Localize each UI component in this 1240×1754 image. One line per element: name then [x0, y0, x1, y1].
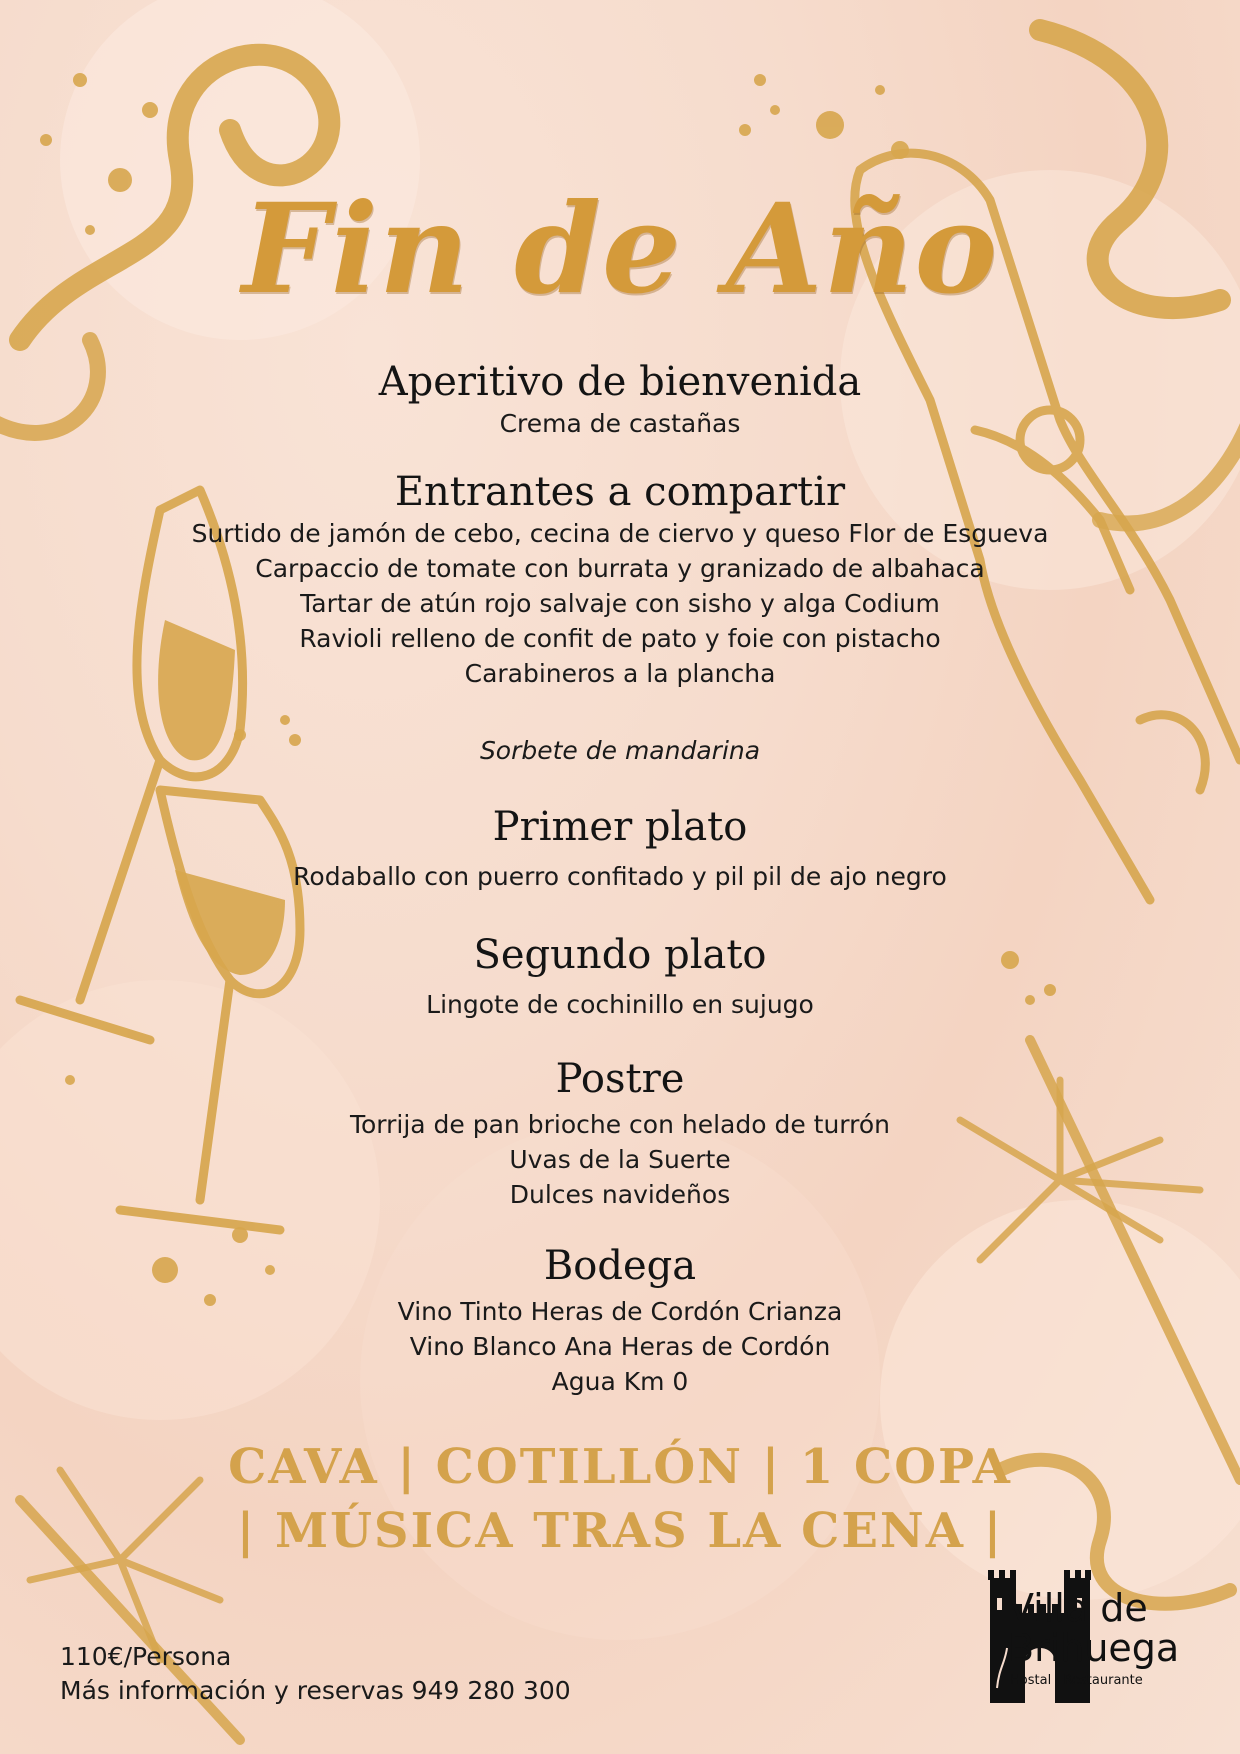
menu-item: Dulces navideños [509, 1180, 731, 1209]
menu-item: Vino Tinto Heras de Cordón Crianza [397, 1297, 843, 1326]
menu-item: Carpaccio de tomate con burrata y granizado de albahaca [255, 554, 985, 583]
menu-title: Fin de Año [241, 177, 999, 322]
menu-item: Crema de castañas [499, 409, 741, 438]
menu-item: Surtido de jamón de cebo, cecina de ciervo y queso Flor de Esgueva [191, 519, 1049, 548]
menu-item: Tartar de atún rojo salvaje con sisho y alga Codium [300, 589, 940, 618]
section-postre [0, 1055, 1240, 1212]
sorbet-text: Sorbete de mandarina [479, 736, 761, 765]
section-segundo-plato [0, 931, 1240, 1022]
section-aperitivo [0, 358, 1240, 441]
logo-subtitle: Hostal · Restaurante [1010, 1673, 1143, 1688]
section-heading: Bodega [543, 1243, 697, 1289]
menu-item: Carabineros a la plancha [464, 659, 776, 688]
section-bodega [0, 1242, 1240, 1399]
extras-banner-line-1: CAVA | COTILLÓN | 1 COPA [228, 1439, 1012, 1495]
logo-name-line-2: Brihuega [1008, 1626, 1180, 1670]
section-heading: Entrantes a compartir [394, 469, 846, 515]
footer [60, 1640, 571, 1708]
price-text: 110€/Persona [60, 1642, 232, 1671]
menu-item: Ravioli relleno de confit de pato y foie con pistacho [299, 624, 941, 653]
menu-item: Agua Km 0 [551, 1367, 689, 1396]
menu-item: Rodaballo con puerro confitado y pil pil de ajo negro [293, 862, 947, 891]
logo-name-line-1: Villa de [1008, 1586, 1148, 1630]
extras-banner-line-2: | MÚSICA TRAS LA CENA | [236, 1503, 1004, 1559]
section-heading: Aperitivo de bienvenida [378, 359, 862, 405]
section-heading: Postre [555, 1056, 685, 1102]
brand-logo [890, 1568, 1190, 1708]
section-heading: Segundo plato [473, 932, 767, 978]
reservation-info: Más información y reservas 949 280 300 [60, 1676, 571, 1705]
menu-item: Torrija de pan brioche con helado de turrón [349, 1110, 891, 1139]
section-primer-plato [0, 803, 1240, 894]
section-heading: Primer plato [492, 804, 748, 850]
menu-item: Vino Blanco Ana Heras de Cordón [409, 1332, 831, 1361]
menu-item: Lingote de cochinillo en sujugo [426, 990, 814, 1019]
sorbet-note [0, 733, 1240, 768]
section-entrantes [0, 468, 1240, 691]
menu-item: Uvas de la Suerte [509, 1145, 731, 1174]
